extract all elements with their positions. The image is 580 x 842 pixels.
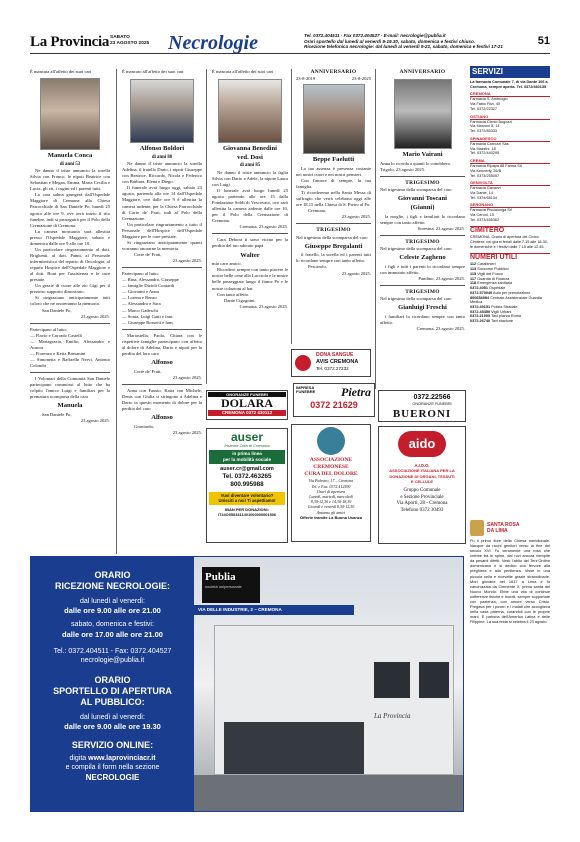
ad-pietra-top: IMPRESA FUNEBRE [296,385,316,395]
newspaper-logo: La Provincia [30,34,110,50]
useful-number: 0372.49151 [470,305,491,309]
obituary-text: Si ringraziano anticipatamente quanti vorranno onorarne la memoria. [122,239,202,251]
servizi-sidebar [470,66,550,516]
pharmacy-town: SPINADESCO [470,136,550,142]
orario-text: sabato, domenica e festivi: [71,621,154,629]
useful-number: 113 [470,267,477,272]
anniversary-text: La tua assenza è presenza costante nei nostri cuori e nei nostri pensieri. [296,165,371,177]
orario-section-name: NECROLOGIE [85,772,140,782]
pharmacy-line: Via Ceroni, 15 [470,213,494,218]
ad-dolara-phone: CREMONA 0372 430112 [208,410,286,416]
portrait-photo [303,84,365,154]
ad-aido-title: A.I.D.O. [414,463,430,468]
pharmacy-town: CREMONA [470,91,550,97]
pharmacy-line: Farmacia Piscialonga Srl [470,208,512,213]
pharmacy-line: Tel. 0374/68134 [470,195,498,200]
useful-number-label: Emergenza sanitaria [477,281,513,286]
divider [30,372,110,373]
orario-title: ORARIO [94,570,131,580]
servizi-title: SERVIZI [470,66,550,78]
trigesimo-heading: TRIGESIMO [405,238,440,245]
pharmacy-line: Via Fabio Filzi, 40 [470,102,501,107]
anniversary-heading: ANNIVERSARIO [310,69,357,75]
ad-acdd-offer: Offerte tramite La Buona Usanza [299,514,362,520]
condolence-item: — Marco Gadeschi [122,307,158,313]
building-photo [194,557,464,812]
orario-title: SPORTELLO DI APERTURA [53,686,172,697]
obituary-text: Un particolare ringraziamento a tutto il Personale dell'Hospice dell'Ospedale Maggiore per le cure prestate. [122,221,202,239]
trigesimo-text: i figli e tutti i parenti lo ricordano sempre con immutato affetto. [380,263,465,275]
obituary-place: San Daniele Po, [42,412,72,418]
useful-numbers-heading: NUMERI UTILI [470,253,550,263]
publia-sign [202,567,260,603]
ad-auser-email: auser.cr@gmail.com [220,466,274,473]
obituary-place: Pescarolo, [308,264,328,270]
useful-number: 112 [470,262,477,267]
page-header [30,32,550,54]
orario-website-link[interactable]: www.laprovinciacr.it [88,755,156,763]
deceased-name: Giuseppe Bregalanti [304,242,363,250]
divider [380,285,465,286]
obituary-date: 23 agosto 2025. [172,258,202,264]
deceased-name: Beppe Faelutti [312,156,355,164]
useful-number: 800654984 [470,295,490,300]
saint-name: SANTA ROSA [487,521,520,528]
deceased-name: Alfonso [151,358,173,366]
saint-image-icon [470,520,484,536]
ad-aido-title: E CELLULE [410,478,434,484]
orario-text: e compila il form nella sezione [65,764,160,772]
building-entrance [224,722,364,774]
ad-dolara [206,390,288,420]
obituary-text: Un particolare ringraziamento al dott. Brighenti, al dott. Panni, al Personale infermieristico del reparto di Oncologia, al reparto Hospice dell'Ospedale Maggiore e al dott. Boni per l'assistenza e le cure prestate. [30,246,110,283]
pharmacy-line: Tel. 0372/22327 [470,106,498,111]
ad-acdd [291,424,371,542]
pharmacy-line: Tel. 0373/455362 [470,217,500,222]
ad-dolara-name: DOLARA [220,396,273,411]
portrait-photo [394,79,452,149]
pharmacy-town: CREMA [470,158,550,164]
trigesimo-heading: TRIGESIMO [405,179,440,186]
ad-avis-name: AVIS CREMONA [316,358,359,365]
useful-numbers-list [470,262,550,324]
blood-drop-icon [295,355,311,371]
trigesimo-text: la moglie, i figli e familiari lo ricordano sempre con tanto affetto. [380,213,465,225]
ad-bueroni-phone: 0372.22566 [413,394,451,401]
pharmacy-line: Farmacia Carrozzi Sas [470,141,509,146]
deceased-name: Alfonso Boldori [139,145,185,153]
condolence-item: — Fiorenzo e Ketia Bassanini [30,350,86,356]
ad-aido-logo: aido [398,431,446,457]
ad-auser-iban: IT24O0503411401000000001506 [217,511,277,517]
obituary-text: Ne danno il triste annuncio la sorella Adelina, il fratello Dario, i nipoti Giuseppe con Beatrice, Riccardo, Nicola e Federico con Barbara, Elena e Diego. [122,161,202,185]
ad-pietra-phone: 0372 21629 [310,399,358,410]
page-number: 51 [537,35,550,47]
deceased-name: Mario Vairani [402,151,443,159]
condolence-item: — Simonetta e Raffaella Nervi, Antonio Colombi [30,356,110,369]
condolence-item: — Mariagrazia, Emilio, Alessandro e Aurora [30,338,110,350]
obituary-text: Il funerale avrà luogo oggi, sabato 23 agosto, partendo alle ore 14 dall'Ospedale Maggiore, ove dalle ore 9 è allestita la camera ardente, per la Chiesa Parrocchiale di Corte de' Frati, indi al Polo della Cremazione. [122,185,202,221]
deceased-name: Manuela [57,402,83,410]
obituary-date: 23 agosto 2025. [172,429,202,435]
obituary-text: Un grazie di cuore alle zio Gigi per il prezioso supporto dimostrato. [30,283,110,295]
publia-logo: Publia [205,571,236,583]
trigesimo-heading: TRIGESIMO [316,227,351,234]
useful-number-label: Taxi stazione [491,319,514,324]
building-window [374,662,410,698]
header-hours-line: Orari sportello dal lunedì al venerdì 9-19.30, sabato, domenica e festivi chiuso. [304,38,476,44]
useful-number-label: Auto per prenotazione [493,290,531,295]
anniversary-date-start: 23-8-2019 [296,76,316,82]
condolence-item: — Alessandro e Sara [122,301,161,307]
deceased-age: di anni 53 [59,161,81,167]
condolence-item: — Giuseppe Rossetti e fam. [122,319,174,325]
divider [380,176,465,177]
pharmacy-line: Farmacia Clerici Bugozzi [470,119,512,124]
obituary-intro: È mancata all'affetto dei suoi cari [30,69,92,74]
obituary-text: Ne danno il triste annuncio la sorella Silvia con Franco, le nipoti Beatrice con Sebastian e Megan, Emma, Maria Cecilia e Lucia, gli zii, i cugini ed i parenti tutti. [30,168,110,192]
ad-acdd-phone: Tel. e Fax. 0372.412590 [311,483,351,489]
deceased-nickname: (Gianni) [410,203,435,211]
orario-phone: Tel.: 0372.404511 - Fax: 0372.404527 [53,648,172,656]
divider [122,329,202,330]
pharmacy-line: Farmacia Ripapa 88 Farma Srl [470,164,522,169]
obituary-text: La cara salma giungerà dall'Ospedale Maggiore di Cremona alla Chiesa Parrocchiale di San Daniele Po, lunedì 25 agosto alle ore 9, ove avrà inizio il rito funebre, indi si proseguirà per il Polo della Cremazione di Cremona. [30,192,110,228]
pharmacy-line: Via Kennedy, 26/B [470,168,502,173]
obituary-text: Ne danno il triste annuncio la figlia Silvia con Dario e Adele, la nipote Laura con Luigi. [212,169,288,187]
orario-email: necrologie@publia.it [80,657,145,665]
ad-auser-slogan: in prima linea [232,451,262,457]
issue-day: SABATO [110,35,130,40]
pharmacy-line: Farmacia Gavazzi [470,186,501,191]
orario-hours: dalle ore 9.00 alle ore 21.00 [64,605,161,615]
condolence-heading: Partecipano al lutto: [30,326,67,332]
header-contact-info [304,33,534,50]
divider [212,233,288,234]
orario-title: ORARIO [94,675,131,686]
ad-pietra [293,383,375,417]
obituary-place: Corte de' Frati, [134,252,162,258]
anniversary-date-end: 23-8-2025 [351,76,371,82]
portrait-photo [40,78,100,150]
ad-bueroni-name: BUERONI [392,408,452,421]
useful-number-label: Ospedale [489,286,506,291]
ad-auser-logo: auser [230,430,264,444]
obituary-column-2 [116,69,202,554]
portrait-photo [218,79,282,143]
ad-acdd-hours: Orari di apertura [316,488,346,494]
condolence-text: Mariastella, Paolo, Chiara con le rispettive famiglie partecipano con affetto al dolore di Adelina, Dario e nipoti per la perdita del loro caro [122,332,202,356]
trigesimo-heading: TRIGESIMO [405,288,440,295]
deceased-name-suffix: ved. Dosi [237,153,263,161]
useful-number-label: Guardia di Finanza [477,276,510,281]
orario-title: AL PUBBLICO: [80,697,145,708]
condolence-text: mio caro amico. [212,261,242,267]
ad-avis-slogan: DONA SANGUE [316,352,354,358]
useful-number: 117 [470,276,477,281]
trigesimo-text: Nel trigesimo della scomparsa del caro [380,295,452,301]
pharmacy-line: Tel. 0372/440295 [470,151,500,156]
cemetery-hours: CREMONA: Orario di apertura del Civico Cimitero: nei giorni feriali dalle 7.15 alle 18.30, le domeniche e i festivi dalle 7.15 alle 12.45. [470,235,548,249]
condolence-text: Cara Debora ti sono vicino per la perdita del tuo adorato papà [212,237,288,249]
pharmacy-line: Tel. 0372/85333 [470,129,498,134]
ad-aido-address: Via Aporti, 28 - Cremona [396,501,448,507]
ad-auser-phone: Tel. 0372.463265 [222,473,272,481]
useful-number-row [470,319,550,324]
ad-auser [206,428,288,543]
pharmacy-town: GENIVOLTA [470,180,550,186]
obituary-text: Si ringraziano anticipatamente tutti coloro che ne onoreranno la memoria. [30,295,110,307]
obituary-place-date: Cremona, 23 agosto 2025. [416,325,465,331]
obituary-date: 23 agosto 2025. [341,270,371,276]
orario-text: dal lunedì al venerdì: [80,597,145,605]
saint-name: DA LIMA [487,528,508,534]
ad-acdd-title: CREMONESE [313,464,349,471]
useful-number: 115 [470,271,477,276]
divider [122,384,202,385]
condolence-item: — Sonia, Luigi Gatti e fam. [122,313,174,319]
obituary-text: La camera mortuaria sarà allestita presso l'Ospedale Maggiore, sabato e domenica dalle ore 9 alle ore 18. [30,228,110,246]
ad-acdd-hours: Lunedì, martedì, mercoledì [309,493,353,499]
issue-date [110,35,149,47]
publia-subtitle: società unipersonale [205,584,242,590]
section-title: Necrologie [168,32,258,54]
obituary-place: Grontardo, [134,423,155,429]
ad-aido-title: ASSOCIAZIONE ITALIANA PER LA [389,468,455,474]
ad-aido [378,426,466,544]
condolence-item: — Flavio e Corrado Castelli [30,332,83,338]
obituary-date: 23 agosto 2025. [341,214,371,220]
ad-aido-phone: Telefono 0372 30493 [400,507,444,513]
ad-bueroni [378,390,466,422]
trigesimo-text: i familiari lo ricordano sempre con tanto affetto. [380,313,465,325]
useful-number-label: Vigili Urbani [491,309,512,314]
divider [296,223,371,224]
ad-auser-iban-label: IBAN PER DONAZIONI: [225,506,269,512]
ad-acdd-hours: Giovedì e venerdì 8,30-12,30 [307,504,355,510]
pharmacy-town: SERGNANO [470,202,550,208]
servizi-intro: La farmacia Comunale 7, di via Dante 106 a Cremona, sempre aperta. Tel. 0372/460135 [470,80,548,89]
saint-text: Fu il primo fiore della Chiesa meridionale. Nacque da ricchi genitori verso la fine del secolo XVI. Fu veramente una rosa che crebbe tra le spine, dai rovi ancora riempite da pesanti difetti. Vestì l'abito del Terz'Ordine domenicano e si dedicò con fervore alla preghiera e alla penitenza. Visse in una piccola cella e ricevette grazie straordinarie. Morì giovane nel 1617 a Lima e fu canonizzata da Clemente X, prima santa del Nuovo Mondo. Ebbe una vita di continue sofferenze fisiche e morali, sempre sopportate con pazienza, con amore verso Cristo. Pregava per i poveri e i malati che accoglieva nella casa paterna, curandoli con le proprie mani. È patrona dell'America Latina e delle Filippine. La sua festa si celebra il 23 agosto. [470,538,550,625]
obituary-place-date: Cremona, 23 agosto 2025. [239,224,288,230]
ad-acdd-slogan: Amiamo gli amici [316,509,346,515]
trigesimo-text: Nel trigesimo della scomparsa del caro [296,234,368,240]
ad-auser-phone: 800.995988 [230,481,264,489]
ad-auser-volunteer: Unisciti a noi! Ti aspettiamo! [218,498,276,504]
anniversary-text: Anna lo ricorda a quanti lo conobbero. [380,160,452,166]
deceased-name: Giovanni Toscani [398,195,447,203]
building-sign: La Provincia [374,712,411,720]
useful-number: 0372.4051 [470,286,488,291]
obituary-column-1 [30,69,110,554]
acdd-logo-icon [317,427,345,455]
condolence-signature: Dante Cigognini. [224,297,256,303]
ad-dolara-top: ONORANZE FUNEBRI [208,392,286,397]
anniversary-heading: ANNIVERSARIO [399,69,446,75]
orario-text: digita [69,755,87,763]
condolence-item: — famiglie Dizioli Contardi [122,283,175,289]
ad-bueroni-top: ONORANZE FUNEBRI [412,402,452,407]
useful-number-label: Vigili del Fuoco [477,271,503,276]
ad-pietra-name: Pietra [341,385,371,399]
obituary-date: 23 agosto 2025. [172,374,202,380]
useful-number: 0372.570040 [470,290,493,295]
useful-number: 0372.45450 [470,309,491,314]
obituary-column-5 [375,69,465,389]
ad-acdd-title: ASSOCIAZIONE [309,457,353,463]
trigesimo-text: il fratello, la sorella ed i parenti tutti lo ricordano sempre con tanto affetto. [296,252,371,264]
ad-auser-slogan: per la mobilità sociale [223,457,271,463]
condolence-heading: Partecipano al lutto: [122,271,159,277]
obituary-place: San Daniele Po, [42,307,72,313]
anniversary-text: Con l'amore di sempre, la tua famiglia. [296,178,371,190]
condolence-text: Anna con Fausto, Katia con Michele, Denis con Giulia si stringono a Adelina e Dario in questo momento di dolore per la perdita del caro [122,387,202,411]
building-window [419,662,449,698]
pharmacy-line: Via Marconi 5, 14 [470,124,500,129]
deceased-name: Walter [240,251,260,259]
cemetery-heading: CIMITERO [470,226,550,236]
pharmacy-line: Via Mazzini, 18 [470,146,496,151]
obituary-place-date: Pandino, 23 agosto 2025. [418,275,465,281]
deceased-name: Alfonso [151,414,173,422]
ad-avis-phone: Tel. 0372.27232 [316,365,349,371]
pharmacy-town: OSTIANO [470,114,550,120]
ad-acdd-hours: 8,30-12,30 e 14,30-18,30 [310,499,352,505]
ad-aido-info: Gruppo Comunale [403,488,441,494]
useful-number-label: Taxi piazza Roma [491,314,522,319]
condolence-item: — Rina, Alessandro, Giuseppe [122,277,179,283]
deceased-name: Celeste Zagheno [399,253,446,261]
saint-of-the-day [470,520,550,812]
trigesimo-text: Nel trigesimo della scomparsa del caro [380,187,452,193]
condolence-item: — Giovanni e Anna [122,289,159,295]
condolence-text: Con tanto affetto. [217,291,250,297]
deceased-age: di anni 85 [239,163,261,169]
ad-acdd-address: Via Palestro, 17 – Cremona [308,478,354,484]
obituary-date: 23 agosto 2025. [80,313,110,319]
ad-orario-publia [30,556,464,812]
obituary-intro: È mancato all'affetto dei suoi cari [122,69,184,74]
useful-number: 0372.26740 [470,319,491,324]
portrait-photo [130,79,194,143]
pharmacy-line: Tel. 0373/255057 [470,173,500,178]
anniversary-dates [296,76,371,82]
publia-address: VIA DELLE INDUSTRIE, 2 – CREMONA [194,605,354,615]
obituary-column-4 [291,69,371,344]
building-ground [194,775,464,812]
condolence-text: I Volontari della Comunità San Daniele partecipano commossi al lutto che ha colpito l'amico Luigi e familiari per la prematura scomparsa della cara [30,376,110,400]
obituary-place-date: Soresina, 23 agosto 2025. [417,225,465,231]
condolence-text: Ricorderò sempre con tanto piacere le nostre belle cene alla Lucciola e le nostre belle passeggiate lungo il fiume Po e le nostre colazioni al bar. [212,267,288,291]
ad-acdd-title: CURA DEL DOLORE [304,471,358,478]
useful-number-label: Polizia Stradale [491,305,518,309]
useful-number-label: Centrale Assistenziale Guardia Medica [470,295,542,305]
ad-avis [291,349,371,377]
obituary-text: Il funerale avrà luogo lunedì 25 agosto partendo alle ore 15 dalla Fondazione Soldi di Vescovato, ove sarà allestita la camera ardente dalle ore 10, per il Polo della Cremazione di Cremona. [212,187,288,224]
useful-number: 0372.21000 [470,314,491,319]
divider [122,267,202,268]
anniversary-text: Ti ricorderemo nella Santa Messa di suffragio che verrà celebrata oggi alle ore 18,15 nella Chiesa di S. Pietro al Po. [296,190,371,208]
useful-number-label: Carabinieri [477,262,496,267]
obituary-intro: È mancata all'affetto dei suoi cari [212,69,274,74]
deceased-age: di anni 88 [151,154,173,160]
deceased-name: Giovanna Benedini [222,145,278,153]
orario-title: SERVIZIO ONLINE: [71,739,154,750]
divider [380,235,465,236]
obituary-place-date: Cremona, 23 agosto 2025. [239,303,288,309]
deceased-name: Manuela Conca [47,152,93,160]
orario-text: dal lunedì al venerdì: [80,713,145,721]
orario-hours: dalle ore 9.00 alle ore 19.30 [64,721,161,731]
useful-number: 118 [470,281,477,286]
obituary-column-3 [206,69,288,384]
useful-number-row [470,296,550,305]
divider [30,323,110,324]
condolence-item: — Lorena e Renzo [122,295,157,301]
obituary-place: Corte de' Frati, [134,368,162,374]
obituary-place-date: Trigolo, 23 agosto 2025. [380,166,426,172]
ad-aido-title: DONAZIONE DI ORGANI, TESSUTI [389,473,455,479]
trigesimo-text: Nel trigesimo della scomparsa del caro [380,245,452,251]
orario-panel [31,557,194,812]
orario-hours: dalle ore 17.00 alle ore 21.00 [62,629,163,639]
ad-aido-info: e Sezione Provinciale [400,494,444,500]
obituary-place: Cremona, [308,208,326,214]
deceased-name: Gianluigi Freschi [398,304,447,311]
orario-title: RICEZIONE NECROLOGIE: [54,580,170,591]
header-contact-line: Tel. 0372.404511 · Fax 0372.404527 · E-mail: necrologie@publia.it [304,33,446,38]
ad-auser-volunteer: Vuoi diventare volontario? [220,492,274,498]
issue-date-text: 23 AGOSTO 2025 [110,40,150,46]
header-reception-line: Ricezione telefonica necrologie: dal lunedì al venerdì 9-21, sabato, domenica e festivi 17-21 [304,44,503,50]
pharmacy-line: Via Dante, 14 [470,191,493,196]
useful-number-label: Soccorso Pubblico [477,267,509,272]
obituary-date: 23 agosto 2025. [80,418,110,424]
pharmacy-line: Farmacia S. Ambrogio [470,97,508,102]
ad-auser-subtitle: Insieme Città di Cremona [224,443,270,448]
